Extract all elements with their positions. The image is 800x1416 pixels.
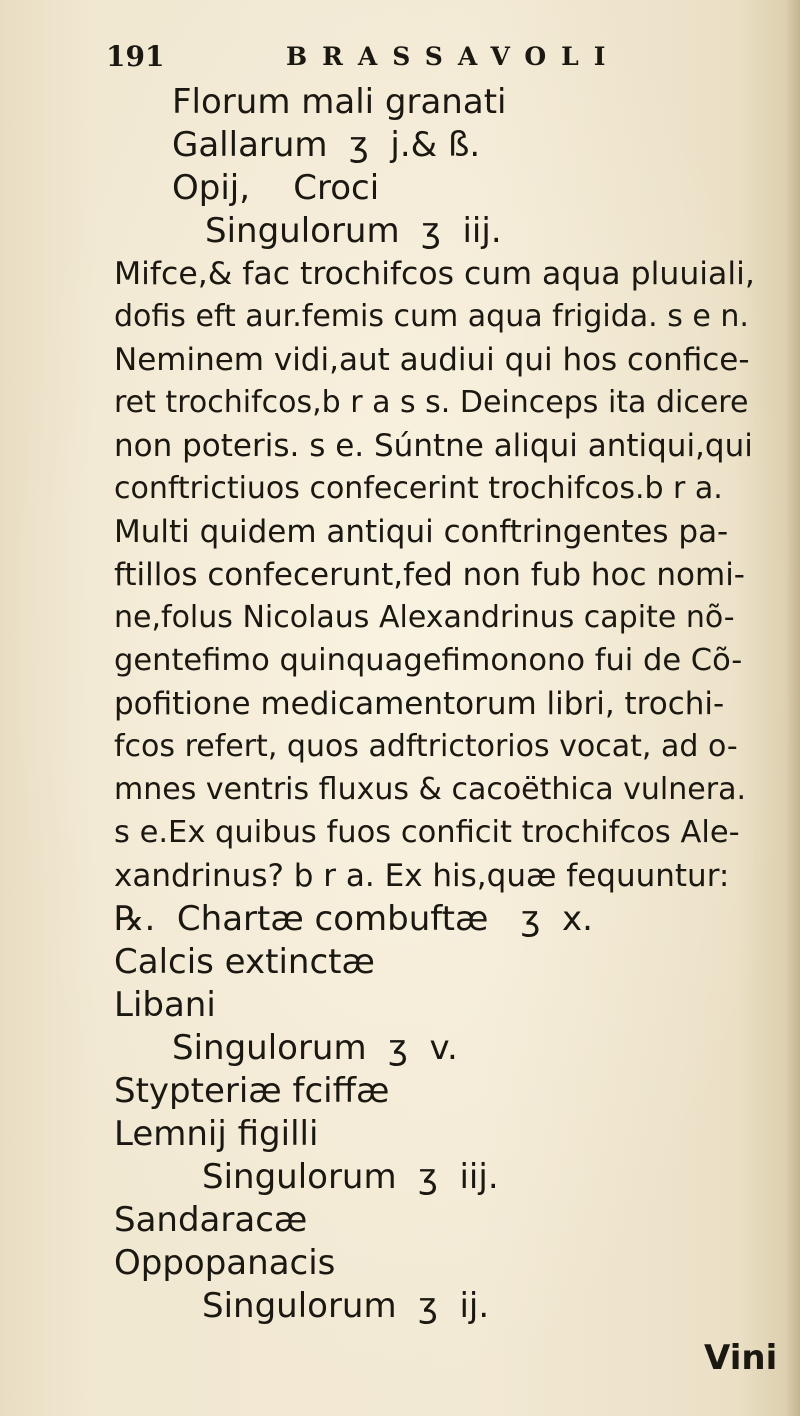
text-line: dofis eft aur.femis cum aqua frigida. s e n. [114,299,749,334]
text-line: non poteris. s e. Súntne aliqui antiqui,qui [114,428,753,464]
text-line: Opij, Croci [172,168,380,208]
text-line: Oppopanacis [114,1243,336,1283]
text-line: Gallarum ʒ j.& ß. [172,125,481,165]
text-line: xandrinus? b r a. Ex his,quæ fequuntur: [114,858,730,894]
text-line: Stypteriæ fciffæ [114,1071,390,1111]
text-line: Singulorum ʒ iij. [202,1157,499,1197]
running-head: BRASSAVOLI [286,42,621,71]
catchword: Vini [704,1338,778,1378]
text-line: mnes ventris fluxus & cacoëthica vulnera. [114,772,746,807]
text-line: conftrictiuos confecerint trochifcos.b r a. [114,471,723,506]
text-line: fcos refert, quos adftrictorios vocat, ad o- [114,729,738,764]
text-line: Singulorum ʒ v. [172,1028,458,1068]
text-line: Mifce,& fac trochifcos cum aqua pluuiali, [114,256,755,292]
text-line: Singulorum ʒ iij. [205,211,502,251]
text-line: Libani [114,985,216,1025]
text-line: Neminem vidi,aut audiui qui hos confice- [114,342,750,378]
text-line: s e.Ex quibus fuos conficit trochifcos Ale- [114,815,740,850]
text-line: pofitione medicamentorum libri, trochi- [114,686,725,722]
text-line: ftillos confecerunt,fed non fub hoc nomi- [114,557,745,593]
text-line: Florum mali granati [172,82,507,122]
text-line: Singulorum ʒ ij. [202,1286,490,1326]
text-line: ret trochifcos,b r a s s. Deinceps ita dicere [114,385,749,420]
text-line: Lemnij figilli [114,1114,319,1154]
text-line: Multi quidem antiqui conftringentes pa- [114,514,729,550]
page-edge-shadow [786,0,800,1416]
text-line: gentefimo quinquagefimonono fui de Cõ- [114,643,743,678]
page-header [98,36,658,84]
page-number: 191 [106,40,165,73]
text-line: ne,folus Nicolaus Alexandrinus capite nõ- [114,600,735,635]
text-line: Sandaracæ [114,1200,308,1240]
text-line: Calcis extinctæ [114,942,375,982]
text-line: ℞. Chartæ combuftæ ʒ x. [114,899,593,939]
